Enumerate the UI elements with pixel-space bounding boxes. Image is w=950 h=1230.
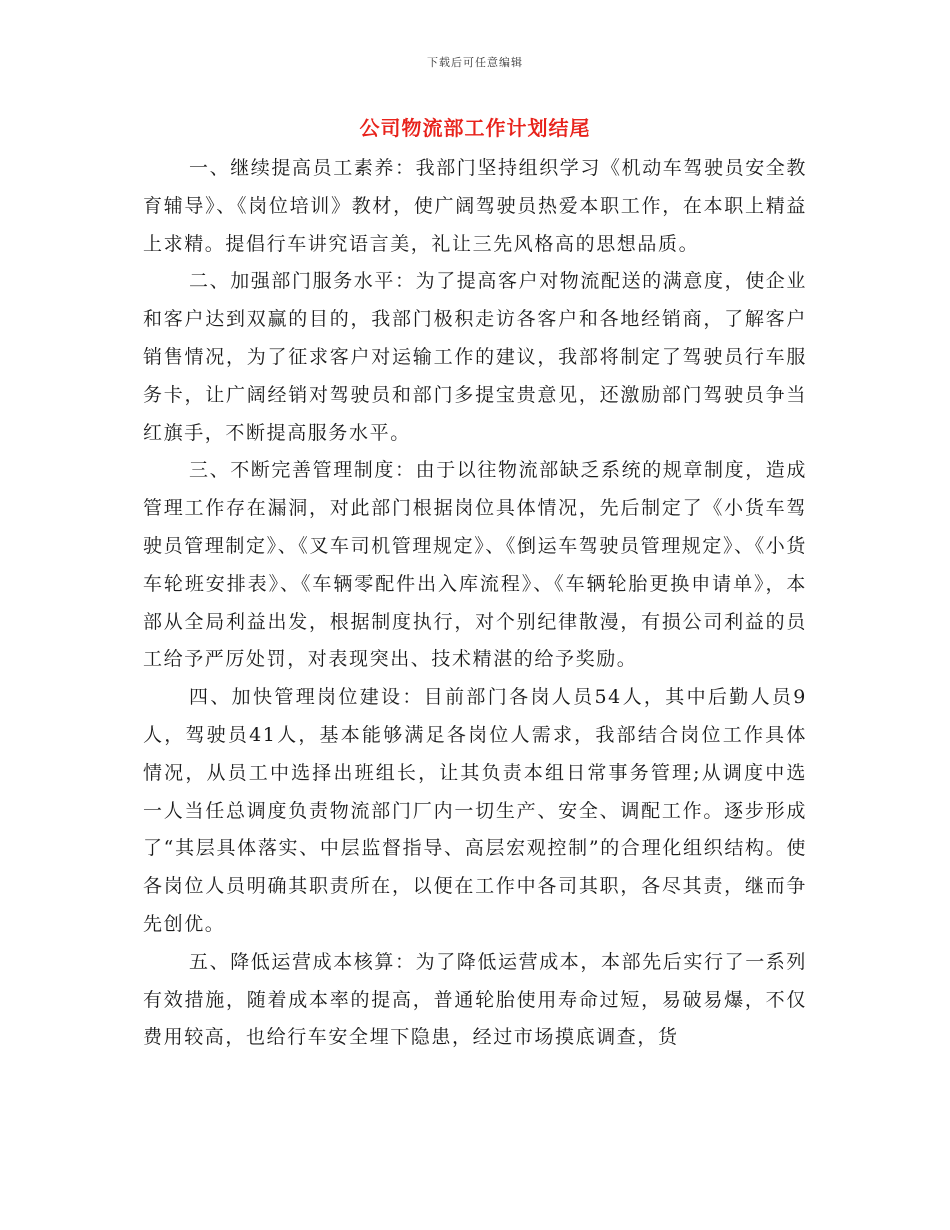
paragraph-5: 五、降低运营成本核算：为了降低运营成本，本部先后实行了一系列有效措施，随着成本率的提高，普通轮胎使用寿命过短，易破易爆，不仅费用较高，也给行车安全埋下隐患，经过市场摸底调查，货: [143, 950, 808, 1049]
paragraph-1: 一、继续提高员工素养：我部门坚持组织学习《机动车驾驶员安全教育辅导》、《岗位培训》教材，使广阔驾驶员热爱本职工作，在本职上精益上求精。提倡行车讲究语言美，礼让三先风格高的思想品质。: [143, 157, 808, 255]
header-note: 下载后可任意编辑: [427, 56, 523, 69]
paragraph-3: 三、不断完善管理制度：由于以往物流部缺乏系统的规章制度，造成管理工作存在漏洞，对此部门根据岗位具体情况，先后制定了《小货车驾驶员管理制定》、《叉车司机管理规定》、《倒运车驾驶员管理规定》、《小货车轮班安排表》、《车辆零配件出入库流程》、《车辆轮胎更换申请单》，本部从全局利益出发，根据制度执行，对个别纪律散漫，有损公司利益的员工给予严厉处罚，对表现突出、技术精湛的给予奖励。: [143, 459, 808, 671]
document-body: [143, 150, 807, 1057]
document-title: 公司物流部工作计划结尾: [359, 116, 591, 140]
paragraph-2: 二、加强部门服务水平：为了提高客户对物流配送的满意度，使企业和客户达到双赢的目的，我部门极积走访各客户和各地经销商，了解客户销售情况，为了征求客户对运输工作的建议，我部将制定了驾驶员行车服务卡，让广阔经销对驾驶员和部门多提宝贵意见，还激励部门驾驶员争当红旗手，不断提高服务水平。: [143, 270, 808, 444]
paragraph-4: 四、加快管理岗位建设：目前部门各岗人员54人，其中后勤人员9人，驾驶员41人，基本能够满足各岗位人需求，我部结合岗位工作具体情况，从员工中选择出班组长，让其负责本组日常事务管理;从调度中选一人当任总调度负责物流部门厂内一切生产、安全、调配工作。逐步形成了“其层具体落实、中层监督指导、高层宏观控制”的合理化组织结构。使各岗位人员明确其职责所在，以便在工作中各司其职，各尽其责，继而争先创优。: [143, 686, 807, 935]
